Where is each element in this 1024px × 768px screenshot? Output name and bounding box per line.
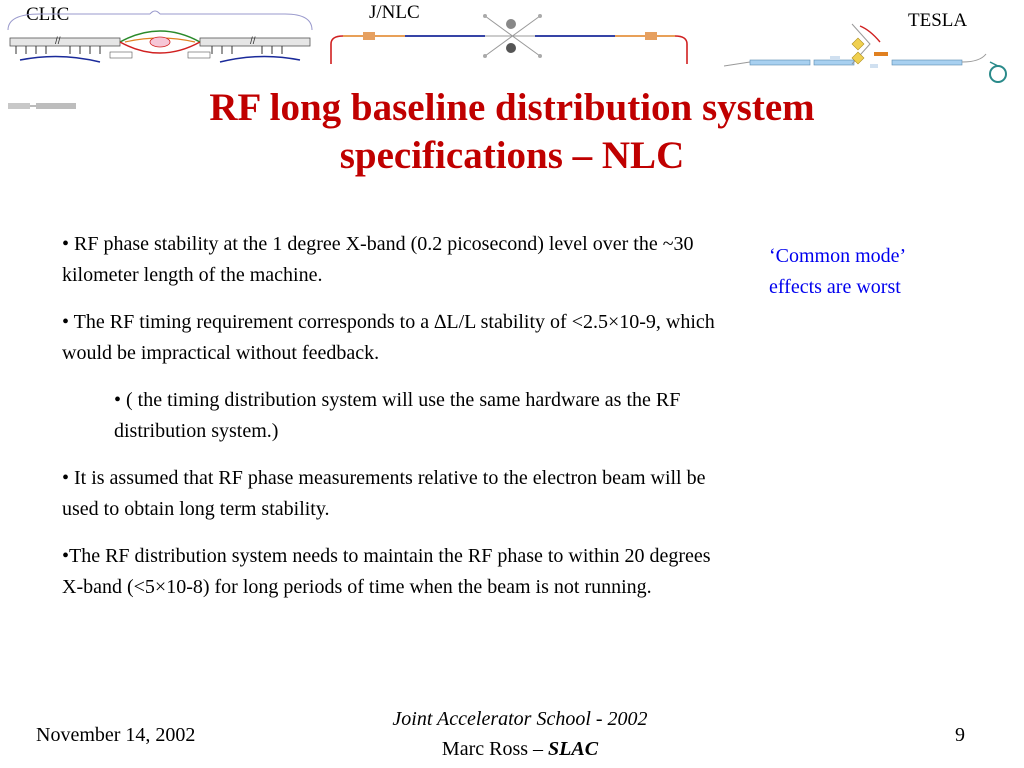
footer-date: November 14, 2002 [36, 724, 196, 746]
clic-label: CLIC [26, 4, 70, 25]
bullet-phase-measurements: • It is assumed that RF phase measurements relative to the electron beam will be used to obtain long term stability. [62, 467, 706, 520]
bullet-list [62, 229, 722, 619]
clic-header [0, 0, 320, 70]
side-note [769, 241, 999, 303]
slide-title [120, 84, 904, 180]
nlc-label: J/NLC [369, 2, 420, 23]
side-note-line-1: ‘Common mode’ [769, 245, 907, 267]
side-note-line-2: effects are worst [769, 276, 901, 298]
footer-author-name: Marc Ross – [441, 738, 549, 760]
nlc-layout-diagram [325, 0, 695, 70]
bullet-maintain-phase: •The RF distribution system needs to maintain the RF phase to within 20 degrees X-band (<5×10-8) for long periods of time when the beam is not running. [62, 545, 711, 598]
bullet-timing-distribution: • ( the timing distribution system will use the same hardware as the RF distribution system.) [114, 389, 681, 442]
tesla-header [720, 0, 1024, 90]
svg-text://: // [55, 36, 61, 47]
nlc-header [325, 0, 695, 70]
tesla-label: TESLA [908, 10, 968, 31]
title-line-1: RF long baseline distribution system [209, 86, 815, 129]
left-beamline-icon [8, 100, 78, 112]
footer-organization: SLAC [548, 738, 599, 760]
footer-center [300, 704, 740, 764]
footer-school: Joint Accelerator School - 2002 [392, 708, 648, 730]
tesla-layout-diagram [720, 0, 1024, 90]
bullet-timing-requirement: • The RF timing requirement corresponds to a ∆L/L stability of <2.5×10-9, which would be impractical without feedback. [62, 311, 715, 364]
svg-text://: // [250, 36, 256, 47]
clic-layout-diagram [0, 0, 320, 70]
title-line-2: specifications – NLC [339, 134, 685, 177]
bullet-phase-stability: • RF phase stability at the 1 degree X-band (0.2 picosecond) level over the ~30 kilometer length of the machine. [62, 233, 694, 286]
page-number: 9 [955, 724, 965, 746]
footer-author [300, 734, 740, 764]
